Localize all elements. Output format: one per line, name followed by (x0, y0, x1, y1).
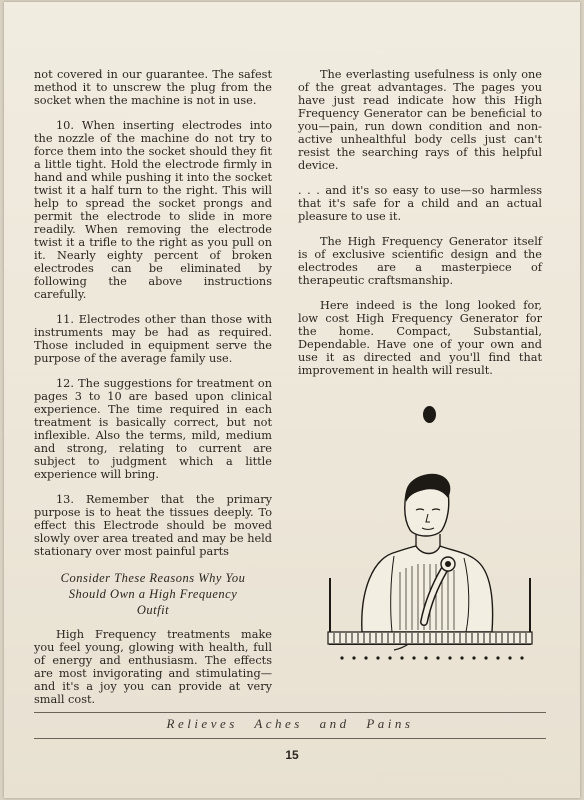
footer-rule-top (34, 712, 546, 713)
paragraph-10: 10. When inserting electrodes into the nozzle of the machine do not try to force them into the socket should they fit a little tight. Hold the electrode firmly in hand and while pushing it into the socket twist it a half turn to the right. This will help to spread the socket prongs and permit the electrode to slide in more readily. When removing the electrode twist it a trifle to the right as you pull on it. Nearly eighty percent of broken electrodes can be eliminated by following the above instructions carefully. (34, 119, 272, 301)
left-column (34, 68, 272, 718)
paragraph-usefulness: The everlasting usefulness is only one of the great advantages. The pages you have just read indicate how this High Frequency Generator can be beneficial to you—pain, run down condition and non-active unhealthful body cells just can't resist the searching rays of this helpful device. (298, 68, 542, 172)
page-number: 15 (285, 748, 299, 762)
paragraph-design: The High Frequency Generator itself is of exclusive scientific design and the electrodes are a masterpiece of therapeutic craftsmanship. (298, 235, 542, 287)
footer-tagline: Relieves Aches and Pains (166, 716, 414, 731)
paragraph-continuation: not covered in our guarantee. The safest method it to unscrew the plug from the socket when the machine is not in use. (34, 68, 272, 107)
right-column (298, 68, 542, 389)
paragraph-13: 13. Remember that the primary purpose is to heat the tissues deeply. To effect this Electrode should be moved slowly over area treated and may be held stationary over most painful parts (34, 493, 272, 558)
paragraph-easy-to-use: . . . and it's so easy to use—so harmless that it's safe for a child and an actual pleasure to use it. (298, 184, 542, 223)
subheading-line-1: Consider These Reasons Why You (60, 571, 246, 585)
paragraph-12: 12. The suggestions for treatment on pages 3 to 10 are based upon clinical experience. The time required in each treatment is basically correct, but not inflexible. Also the terms, mild, medium and strong, relating to current are subject to judgment which a little experience will bring. (34, 377, 272, 481)
bullet-dot-ornament (423, 406, 436, 423)
footer-rule-bottom (34, 738, 546, 739)
subheading-line-2: Should Own a High Frequency (68, 587, 238, 601)
booklet-page (4, 2, 580, 798)
paragraph-11: 11. Electrodes other than those with instruments may be had as required. Those included in equipment serve the purpose of the average family use. (34, 313, 272, 365)
section-subheading (34, 570, 272, 618)
paragraph-low-cost: Here indeed is the long looked for, low cost High Frequency Generator for the home. Compact, Substantial, Dependable. Have one of your own and use it as directed and you'll find that improvement in health will result. (298, 299, 542, 377)
subheading-line-3: Outfit (136, 603, 170, 617)
man-using-electrode-illustration (324, 472, 536, 672)
paragraph-reasons-intro: High Frequency treatments make you feel young, glowing with health, full of energy and enthusiasm. The effects are most invigorating and stimulating—and it's a joy you can provide at very small cost. (34, 628, 272, 706)
